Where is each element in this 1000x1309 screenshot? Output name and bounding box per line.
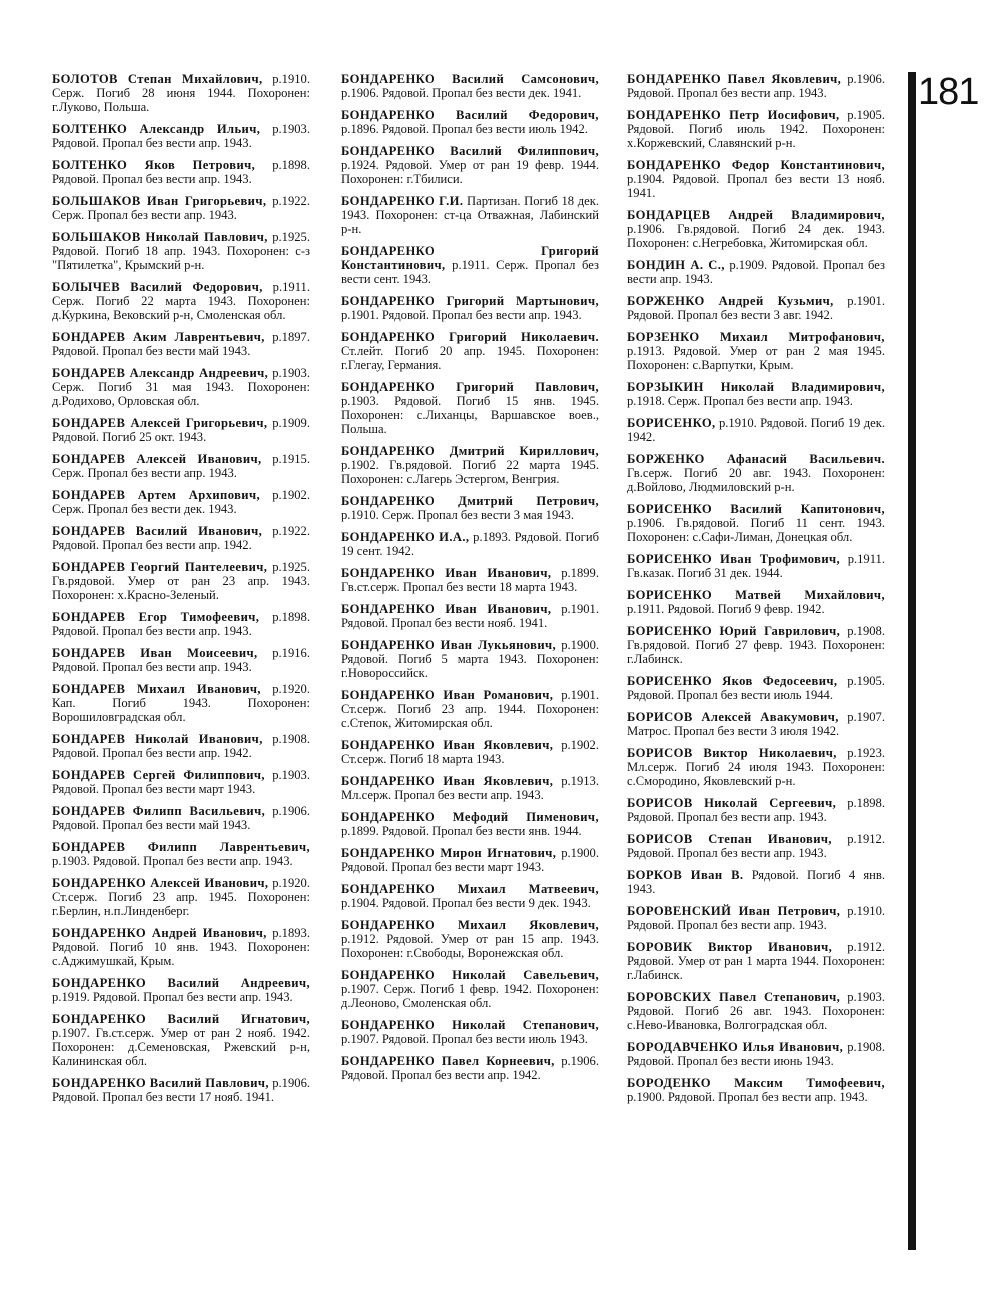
entry-details: р.1902. Ст.серж. Погиб 18 марта 1943. [341, 738, 599, 766]
entry-details: р.1906. Гв.рядовой. Погиб 11 сент. 1943. Похоронен: с.Сафи-Лиман, Донецкая обл. [627, 516, 885, 544]
entry-name: БОРИСЕНКО Василий Капитонович, [627, 502, 885, 516]
entry-details: р.1902. Гв.рядовой. Погиб 22 марта 1945. Похоронен: с.Лагерь Эстергом, Венгрия. [341, 458, 599, 486]
entry-name: БОРЗЕНКО Михаил Митрофанович, [627, 330, 885, 344]
entry-name: БОНДАРЕНКО Василий Федорович, [341, 108, 599, 122]
entry-name: БОРИСЕНКО Иван Трофимович, [627, 552, 841, 566]
entry [341, 918, 599, 960]
entry-details: р.1906. Рядовой. Пропал без вести дек. 1941. [341, 86, 582, 100]
entry-details: р.1907. Серж. Погиб 1 февр. 1942. Похоронен: д.Леоново, Смоленская обл. [341, 982, 599, 1010]
entry-name: БОНДАРЕНКО Иван Иванович, [341, 566, 552, 580]
entry-name: БОНДАРЕНКО Николай Степанович, [341, 1018, 599, 1032]
entry-details: р.1900. Рядовой. Погиб 5 марта 1943. Похоронен: г.Новороссийск. [341, 638, 600, 680]
entry [341, 494, 599, 522]
entry-name: БОРИСЕНКО Матвей Михайлович, [627, 588, 885, 602]
entry-name: БОНДАРЕНКО Иван Лукьянович, [341, 638, 557, 652]
entry [341, 774, 599, 802]
entry [627, 904, 885, 932]
entry-name: БОРИСОВ Виктор Николаевич, [627, 746, 837, 760]
entry-details: р.1910. Серж. Пропал без вести 3 мая 1943. [341, 508, 574, 522]
entry-details: р.1911. Рядовой. Погиб 9 февр. 1942. [627, 602, 825, 616]
entry-details: р.1925. Рядовой. Погиб 18 апр. 1943. Похоронен: с-з "Пятилетка", Крымский р-н. [52, 230, 310, 272]
entry-name: БОРИСЕНКО Яков Федосеевич, [627, 674, 838, 688]
entry [341, 638, 599, 680]
entry-details: р.1915. Серж. Пропал без вести апр. 1943. [52, 452, 310, 480]
entry-name: БОЛЫЧЕВ Василий Федорович, [52, 280, 263, 294]
entry-details: р.1903. Рядовой. Погиб 15 янв. 1945. Похоронен: с.Лиханцы, Варшавское воев., Польша. [341, 394, 599, 436]
entry-name: БОНДАРЕНКО Алексей Иванович, [52, 876, 269, 890]
entry [52, 122, 310, 150]
entry-details: р.1904. Рядовой. Пропал без вести 13 нояб. 1941. [627, 172, 885, 200]
entry-details: р.1911. Гв.казак. Погиб 31 дек. 1944. [627, 552, 886, 580]
entry-name: БОРОВИК Виктор Иванович, [627, 940, 833, 954]
entry [52, 524, 310, 552]
entry-details: р.1896. Рядовой. Пропал без вести июль 1942. [341, 122, 588, 136]
entry [627, 294, 885, 322]
entry [52, 682, 310, 724]
entry [52, 732, 310, 760]
entry-details: р.1897. Рядовой. Пропал без вести май 1943. [52, 330, 310, 358]
entry-name: БОЛТЕНКО Александр Ильич, [52, 122, 261, 136]
entry-details: р.1911. Серж. Погиб 22 марта 1943. Похоронен: д.Куркина, Вековский р-н, Смоленская обл. [52, 280, 310, 322]
page-number: 181 [918, 71, 979, 113]
entry-name: БОРКОВ Иван В. [627, 868, 744, 882]
entry-name: БОЛТЕНКО Яков Петрович, [52, 158, 256, 172]
entry [341, 688, 599, 730]
entry [627, 990, 885, 1032]
entry [52, 610, 310, 638]
entry [627, 502, 885, 544]
entry-name: БОНДАРЕВ Алексей Иванович, [52, 452, 262, 466]
entry-name: БОРОДАВЧЕНКО Илья Иванович, [627, 1040, 844, 1054]
entry [341, 244, 599, 286]
entry-name: БОНДАРЕНКО Василий Андреевич, [52, 976, 310, 990]
entry [627, 158, 885, 200]
entry [627, 940, 885, 982]
entry [627, 832, 885, 860]
entry-name: БОНДАРЕНКО Григорий Константинович, [341, 244, 599, 272]
column-1 [52, 72, 310, 1112]
entry [52, 416, 310, 444]
entry [627, 624, 885, 666]
entry-details: р.1907. Матрос. Пропал без вести 3 июля 1942. [627, 710, 885, 738]
entry-details: р.1899. Рядовой. Пропал без вести янв. 1944. [341, 824, 582, 838]
entry-name: БОНДАРЕНКО Мирон Игнатович, [341, 846, 557, 860]
entry-details: Рядовой. Погиб 4 янв. 1943. [627, 868, 886, 896]
entry-details: р.1898. Рядовой. Пропал без вести апр. 1943. [627, 796, 885, 824]
entry-name: БОРИСОВ Степан Иванович, [627, 832, 832, 846]
entry [627, 588, 885, 616]
margin-rule [908, 72, 916, 1250]
entry [627, 746, 885, 788]
entry-name: БОНДАРЕНКО Григорий Николаевич. [341, 330, 599, 344]
entry-details: р.1908. Гв.рядовой. Погиб 27 февр. 1943. Похоронен: г.Лабинск. [627, 624, 885, 666]
entry [52, 488, 310, 516]
entry-details: р.1906. Рядовой. Пропал без вести апр. 1943. [627, 72, 885, 100]
entry [341, 72, 599, 100]
entry-name: БОРИСОВ Алексей Авакумович, [627, 710, 839, 724]
entry-name: БОНДАРЕВ Артем Архипович, [52, 488, 260, 502]
entry [341, 530, 599, 558]
entry-name: БОНДАРЕНКО Василий Самсонович, [341, 72, 599, 86]
entry-details: р.1902. Серж. Пропал без вести дек. 1943. [52, 488, 310, 516]
entry-details: р.1922. Серж. Пропал без вести апр. 1943. [52, 194, 310, 222]
entry-details: р.1903. Рядовой. Пропал без вести апр. 1943. [52, 854, 293, 868]
entry-name: БОНДАРЕНКО Николай Савельевич, [341, 968, 599, 982]
entry-details: р.1904. Рядовой. Пропал без вести 9 дек. 1943. [341, 896, 591, 910]
entry-name: БОНДАРЕВ Аким Лаврентьевич, [52, 330, 265, 344]
entry [341, 330, 599, 372]
entry-details: р.1893. Рядовой. Погиб 19 сент. 1942. [341, 530, 599, 558]
entry-name: БОНДАРЕНКО Мефодий Пименович, [341, 810, 599, 824]
entry [627, 452, 885, 494]
entry-details: р.1906. Гв.рядовой. Погиб 24 дек. 1943. Похоронен: с.Негребовка, Житомирская обл. [627, 222, 885, 250]
entry [52, 330, 310, 358]
entry-details: р.1912. Рядовой. Умер от ран 15 апр. 1943. Похоронен: г.Свободы, Воронежская обл. [341, 932, 599, 960]
entry [52, 804, 310, 832]
entry [52, 194, 310, 222]
entry-details: р.1908. Рядовой. Пропал без вести июнь 1943. [627, 1040, 885, 1068]
entry [341, 444, 599, 486]
entry [627, 674, 885, 702]
column-3 [627, 72, 885, 1112]
entry-details: р.1900. Рядовой. Пропал без вести март 1943. [341, 846, 599, 874]
entry-name: БОНДАРЕВ Николай Иванович, [52, 732, 263, 746]
entry-name: БОНДАРЕВ Александр Андреевич, [52, 366, 269, 380]
entry-details: р.1912. Рядовой. Умер от ран 1 марта 1944. Похоронен: г.Лабинск. [627, 940, 885, 982]
entry-name: БОНДАРЕВ Сергей Филиппович, [52, 768, 265, 782]
entry-details: р.1907. Гв.ст.серж. Умер от ран 2 нояб. 1942. Похоронен: д.Семеновская, Ржевский р-н, Калининская обл. [52, 1026, 310, 1068]
entry-details: р.1906. Рядовой. Пропал без вести апр. 1942. [341, 1054, 599, 1082]
entry-details: р.1909. Рядовой. Пропал без вести апр. 1943. [627, 258, 885, 286]
entry-details: р.1909. Рядовой. Погиб 25 окт. 1943. [52, 416, 310, 444]
entry-name: БОНДАРЕНКО Андрей Иванович, [52, 926, 267, 940]
entry [627, 1040, 885, 1068]
entry [52, 366, 310, 408]
entry-name: БОЛОТОВ Степан Михайлович, [52, 72, 263, 86]
entry-details: р.1901. Рядовой. Пропал без вести нояб. 1941. [341, 602, 599, 630]
entry-details: р.1916. Рядовой. Пропал без вести апр. 1943. [52, 646, 310, 674]
entry-name: БОНДАРЕВ Василий Иванович, [52, 524, 263, 538]
entry-name: БОРЖЕНКО Афанасий Васильевич. [627, 452, 885, 466]
entry-details: р.1925. Гв.рядовой. Умер от ран 23 апр. 1943. Похоронен: х.Красно-Зеленый. [52, 560, 310, 602]
entry-name: БОРЗЫКИН Николай Владимирович, [627, 380, 885, 394]
entry-name: БОРОВЕНСКИЙ Иван Петрович, [627, 904, 841, 918]
entry-details: р.1920. Ст.серж. Погиб 23 апр. 1945. Похоронен: г.Берлин, н.п.Линденберг. [52, 876, 310, 918]
entry [52, 280, 310, 322]
entry-name: БОНДАРЕНКО Иван Яковлевич, [341, 738, 554, 752]
entry-details: р.1903. Рядовой. Погиб 26 авг. 1943. Похоронен: с.Нево-Ивановка, Волгоградская обл. [627, 990, 885, 1032]
entry [627, 710, 885, 738]
entry-details: Ст.лейт. Погиб 20 апр. 1945. Похоронен: г.Глегау, Германия. [341, 344, 599, 372]
entry-details: р.1919. Рядовой. Пропал без вести апр. 1943. [52, 990, 293, 1004]
entry-name: БОРЖЕНКО Андрей Кузьмич, [627, 294, 834, 308]
entry [627, 1076, 885, 1104]
entry-name: БОРИСЕНКО Юрий Гаврилович, [627, 624, 841, 638]
entry [341, 882, 599, 910]
entry-details: р.1913. Мл.серж. Пропал без вести апр. 1943. [341, 774, 599, 802]
entry [341, 846, 599, 874]
entry-name: БОНДАРЕВ Филипп Лаврентьевич, [52, 840, 310, 854]
entry-name: БОРОДЕНКО Максим Тимофеевич, [627, 1076, 885, 1090]
entry-details: р.1903. Рядовой. Пропал без вести апр. 1943. [52, 122, 310, 150]
column-2 [341, 72, 599, 1090]
entry-details: р.1899. Гв.ст.серж. Пропал без вести 18 марта 1943. [341, 566, 599, 594]
entry-name: БОНДАРЕНКО Павел Яковлевич, [627, 72, 842, 86]
entry [52, 452, 310, 480]
entry [341, 566, 599, 594]
entry [52, 768, 310, 796]
entry [52, 560, 310, 602]
entry-name: БОНДАРЕНКО Петр Иосифович, [627, 108, 840, 122]
entry-details: р.1906. Рядовой. Пропал без вести май 1943. [52, 804, 310, 832]
entry [52, 1076, 310, 1104]
entry [627, 108, 885, 150]
entry-name: БОРИСОВ Николай Сергеевич, [627, 796, 837, 810]
entry-details: р.1903. Рядовой. Пропал без вести март 1943. [52, 768, 310, 796]
entry [341, 1018, 599, 1046]
entry-details: р.1911. Серж. Пропал без вести сент. 1943. [341, 258, 599, 286]
entry-details: р.1893. Рядовой. Погиб 10 янв. 1943. Похоронен: с.Аджимушкай, Крым. [52, 926, 310, 968]
entry-name: БОНДАРЕНКО Иван Яковлевич, [341, 774, 554, 788]
entry-details: р.1918. Серж. Пропал без вести апр. 1943. [627, 394, 853, 408]
entry-details: р.1910. Серж. Погиб 28 июня 1944. Похоронен: г.Луково, Польша. [52, 72, 310, 114]
entry [341, 810, 599, 838]
entry-name: БОРОВСКИХ Павел Степанович, [627, 990, 841, 1004]
entry [627, 868, 885, 896]
entry-name: БОНДАРЕНКО Иван Романович, [341, 688, 554, 702]
entry-details: р.1910. Рядовой. Погиб 19 дек. 1942. [627, 416, 885, 444]
entry-details: р.1908. Рядовой. Пропал без вести апр. 1942. [52, 732, 310, 760]
entry-details: р.1922. Рядовой. Пропал без вести апр. 1942. [52, 524, 310, 552]
entry-name: БОНДАРЕНКО Дмитрий Кириллович, [341, 444, 599, 458]
entry-name: БОНДАРЕНКО Григорий Мартынович, [341, 294, 599, 308]
entry-name: БОНДАРЕНКО Павел Корнеевич, [341, 1054, 555, 1068]
entry-details: Гв.серж. Погиб 20 авг. 1943. Похоронен: д.Войлово, Людмиловский р-н. [627, 466, 885, 494]
entry-name: БОНДАРЕНКО Михаил Яковлевич, [341, 918, 599, 932]
entry-name: БОНДАРЕВ Иван Моисеевич, [52, 646, 258, 660]
entry-name: БОНДАРЦЕВ Андрей Владимирович, [627, 208, 885, 222]
entry-details: р.1898. Рядовой. Пропал без вести апр. 1943. [52, 158, 310, 186]
entry-name: БОНДАРЕВ Михаил Иванович, [52, 682, 261, 696]
entry [52, 976, 310, 1004]
entry-name: БОНДАРЕНКО Василий Павлович, [52, 1076, 269, 1090]
entry [627, 552, 885, 580]
entry-name: БОНДАРЕВ Алексей Григорьевич, [52, 416, 268, 430]
entry [627, 380, 885, 408]
entry-details: р.1903. Серж. Погиб 31 мая 1943. Похоронен: д.Родихово, Орловская обл. [52, 366, 310, 408]
entry-name: БОНДАРЕВ Филипп Васильевич, [52, 804, 266, 818]
entry [52, 72, 310, 114]
entry-name: БОНДАРЕНКО Федор Константинович, [627, 158, 885, 172]
entry [341, 108, 599, 136]
entry [52, 158, 310, 186]
entry [341, 602, 599, 630]
entry [627, 796, 885, 824]
entry [627, 72, 885, 100]
entry-details: р.1900. Рядовой. Пропал без вести апр. 1943. [627, 1090, 868, 1104]
entry-name: БОНДАРЕВ Георгий Пантелеевич, [52, 560, 268, 574]
entry-name: БОНДАРЕНКО Василий Игнатович, [52, 1012, 310, 1026]
entry [52, 646, 310, 674]
entry-details: р.1920. Кап. Погиб 1943. Похоронен: Ворошиловградская обл. [52, 682, 310, 724]
entry-name: БОНДАРЕНКО Дмитрий Петрович, [341, 494, 599, 508]
entry-details: р.1901. Рядовой. Пропал без вести 3 авг. 1942. [627, 294, 885, 322]
entry [341, 194, 599, 236]
entry [627, 208, 885, 250]
entry-details: р.1912. Рядовой. Пропал без вести апр. 1943. [627, 832, 885, 860]
entry-name: БОНДАРЕНКО Иван Иванович, [341, 602, 552, 616]
entry [52, 876, 310, 918]
entry-name: БОЛЬШАКОВ Иван Григорьевич, [52, 194, 267, 208]
entry-name: БОЛЬШАКОВ Николай Павлович, [52, 230, 268, 244]
entry-details: р.1898. Рядовой. Пропал без вести апр. 1943. [52, 610, 310, 638]
entry [341, 738, 599, 766]
entry-details: р.1907. Рядовой. Пропал без вести июль 1943. [341, 1032, 588, 1046]
entry-name: БОНДИН А. С., [627, 258, 725, 272]
entry-name: БОРИСЕНКО, [627, 416, 716, 430]
entry-details: р.1901. Ст.серж. Погиб 23 апр. 1944. Похоронен: с.Степок, Житомирская обл. [341, 688, 599, 730]
entry-details: р.1906. Рядовой. Пропал без вести 17 нояб. 1941. [52, 1076, 311, 1104]
entry [341, 144, 599, 186]
entry [341, 1054, 599, 1082]
entry [341, 380, 599, 436]
entry-details: р.1913. Рядовой. Умер от ран 2 мая 1945. Похоронен: с.Варпутки, Крым. [627, 344, 885, 372]
entry [627, 330, 885, 372]
entry-details: р.1905. Рядовой. Погиб июль 1942. Похоронен: х.Коржевский, Славянский р-н. [627, 108, 885, 150]
entry-name: БОНДАРЕНКО Григорий Павлович, [341, 380, 599, 394]
entry [341, 968, 599, 1010]
entry-name: БОНДАРЕНКО Г.И. [341, 194, 464, 208]
entry-details: Партизан. Погиб 18 дек. 1943. Похоронен: ст-ца Отважная, Лабинский р-н. [341, 194, 599, 236]
entry-name: БОНДАРЕНКО И.А., [341, 530, 470, 544]
entry [627, 416, 885, 444]
entry [52, 1012, 310, 1068]
entry [341, 294, 599, 322]
entry-name: БОНДАРЕВ Егор Тимофеевич, [52, 610, 260, 624]
entry-details: р.1905. Рядовой. Пропал без вести июль 1944. [627, 674, 885, 702]
entry-details: р.1901. Рядовой. Пропал без вести апр. 1943. [341, 308, 582, 322]
entry-details: р.1923. Мл.серж. Погиб 24 июля 1943. Похоронен: с.Смородино, Яковлевский р-н. [627, 746, 886, 788]
entry [52, 840, 310, 868]
entry [52, 926, 310, 968]
entry-name: БОНДАРЕНКО Михаил Матвеевич, [341, 882, 599, 896]
entry-name: БОНДАРЕНКО Василий Филиппович, [341, 144, 599, 158]
entry [627, 258, 885, 286]
entry [52, 230, 310, 272]
entry-details: р.1910. Рядовой. Пропал без вести апр. 1943. [627, 904, 886, 932]
entry-details: р.1924. Рядовой. Умер от ран 19 февр. 1944. Похоронен: г.Тбилиси. [341, 158, 599, 186]
